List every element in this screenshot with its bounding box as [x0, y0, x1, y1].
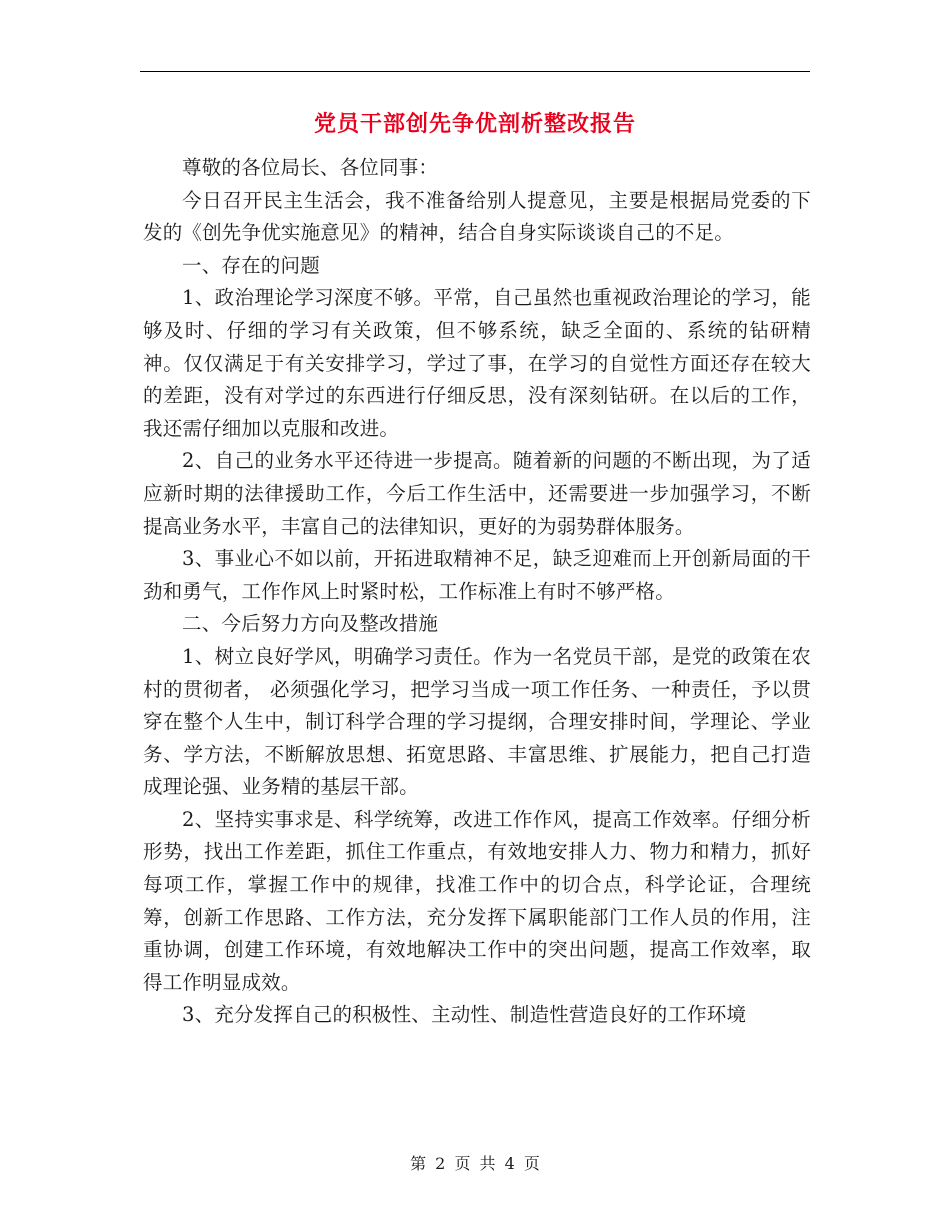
- section-heading-problems: 一、存在的问题: [182, 253, 320, 277]
- measure-item-2: 2、坚持实事求是、科学统筹，改进工作作风，提高工作效率。仔细分析形势，找出工作差距，抓住工作重点，有效地安排人力、物力和精力，抓好每项工作，掌握工作中的规律，找准工作中的切合点，科学论证，合理统筹，创新工作思路、工作方法，充分发挥下属职能部门工作人员的作用，注重协调，创建工作环境，有效地解决工作中的突出问题，提高工作效率，取得工作明显成效。: [143, 807, 811, 994]
- problem-item-1: 1、政治理论学习深度不够。平常，自己虽然也重视政治理论的学习，能够及时、仔细的学习有关政策，但不够系统，缺乏全面的、系统的钻研精神。仅仅满足于有关安排学习，学过了事，在学习的自觉性方面还存在较大的差距，没有对学过的东西进行仔细反思，没有深刻钻研。在以后的工作，我还需仔细加以克服和改进。: [143, 286, 811, 440]
- measure-item-1: 1、树立良好学风，明确学习责任。作为一名党员干部，是党的政策在农村的贯彻者， 必须强化学习，把学习当成一项工作任务、一种责任，予以贯穿在整个人生中，制订科学合理的学习提纲，合理安排时间，学理论、学业务、学方法，不断解放思想、拓宽思路、丰富思维、扩展能力，把自己打造成理论强、业务精的基层干部。: [143, 644, 811, 799]
- problem-item-2: 2、自己的业务水平还待进一步提高。随着新的问题的不断出现，为了适应新时期的法律援助工作，今后工作生活中，还需要进一步加强学习，不断提高业务水平，丰富自己的法律知识，更好的为弱势群体服务。: [143, 449, 811, 538]
- page-number-footer: 第 2 页 共 4 页: [410, 1154, 540, 1173]
- section-heading-measures: 二、今后努力方向及整改措施: [182, 612, 439, 636]
- measure-item-3: 3、充分发挥自己的积极性、主动性、制造性营造良好的工作环境: [182, 1003, 747, 1027]
- salutation: 尊敬的各位局长、各位同事：: [182, 156, 439, 179]
- header-rule: [140, 71, 810, 72]
- document-title: 党员干部创先争优剖析整改报告: [313, 111, 636, 137]
- problem-item-3: 3、事业心不如以前，开拓进取精神不足，缺乏迎难而上开创新局面的干劲和勇气，工作作风上时紧时松，工作标准上有时不够严格。: [143, 547, 811, 603]
- document-body: [143, 152, 811, 1032]
- intro-paragraph: 今日召开民主生活会，我不准备给别人提意见，主要是根据局党委的下发的《创先争优实施意见》的精神，结合自身实际谈谈自己的不足。: [143, 188, 811, 245]
